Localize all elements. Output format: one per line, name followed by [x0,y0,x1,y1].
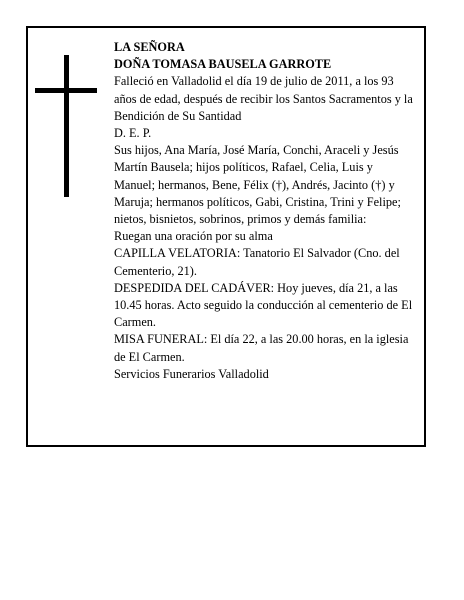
chapel-info: CAPILLA VELATORIA: Tanatorio El Salvador (Cno. del Cementerio, 21). [114,246,400,278]
funeral-services-credit: Servicios Funerarios Valladolid [114,366,269,381]
deceased-name: DOÑA TOMASA BAUSELA GARROTE [114,57,332,72]
death-statement: Falleció en Valladolid el día 19 de julio de 2011, a los 93 años de edad, después de recibir los Santos Sacramentos y la Bendición de Su Santidad [114,74,413,123]
rip-line: D. E. P. [114,126,152,141]
notice-heading: LA SEÑORA [114,40,185,54]
prayer-request: Ruegan una oración por su alma [114,229,273,244]
cross-vertical-bar [64,55,69,197]
funeral-mass-info: MISA FUNERAL: El día 22, a las 20.00 horas, en la iglesia de El Carmen. [114,332,409,364]
cross-horizontal-bar [35,88,97,93]
farewell-info: DESPEDIDA DEL CADÁVER: Hoy jueves, día 21, a las 10.45 horas. Acto seguido la conducción al cementerio de El Carmen. [114,280,413,330]
family-list: Sus hijos, Ana María, José María, Conchi, Araceli y Jesús Martín Bausela; hijos políticos, Rafael, Celia, Luis y Manuel; hermanos, Bene, Félix (†), Andrés, Jacinto (†) y Maruja; hermanos políticos, Gabi, Cristina, Trini y Felipe; nietos, bisnietos, sobrinos, primos y demás familia: [114,143,401,227]
latin-cross-icon [35,55,97,197]
notice-body [114,39,416,383]
